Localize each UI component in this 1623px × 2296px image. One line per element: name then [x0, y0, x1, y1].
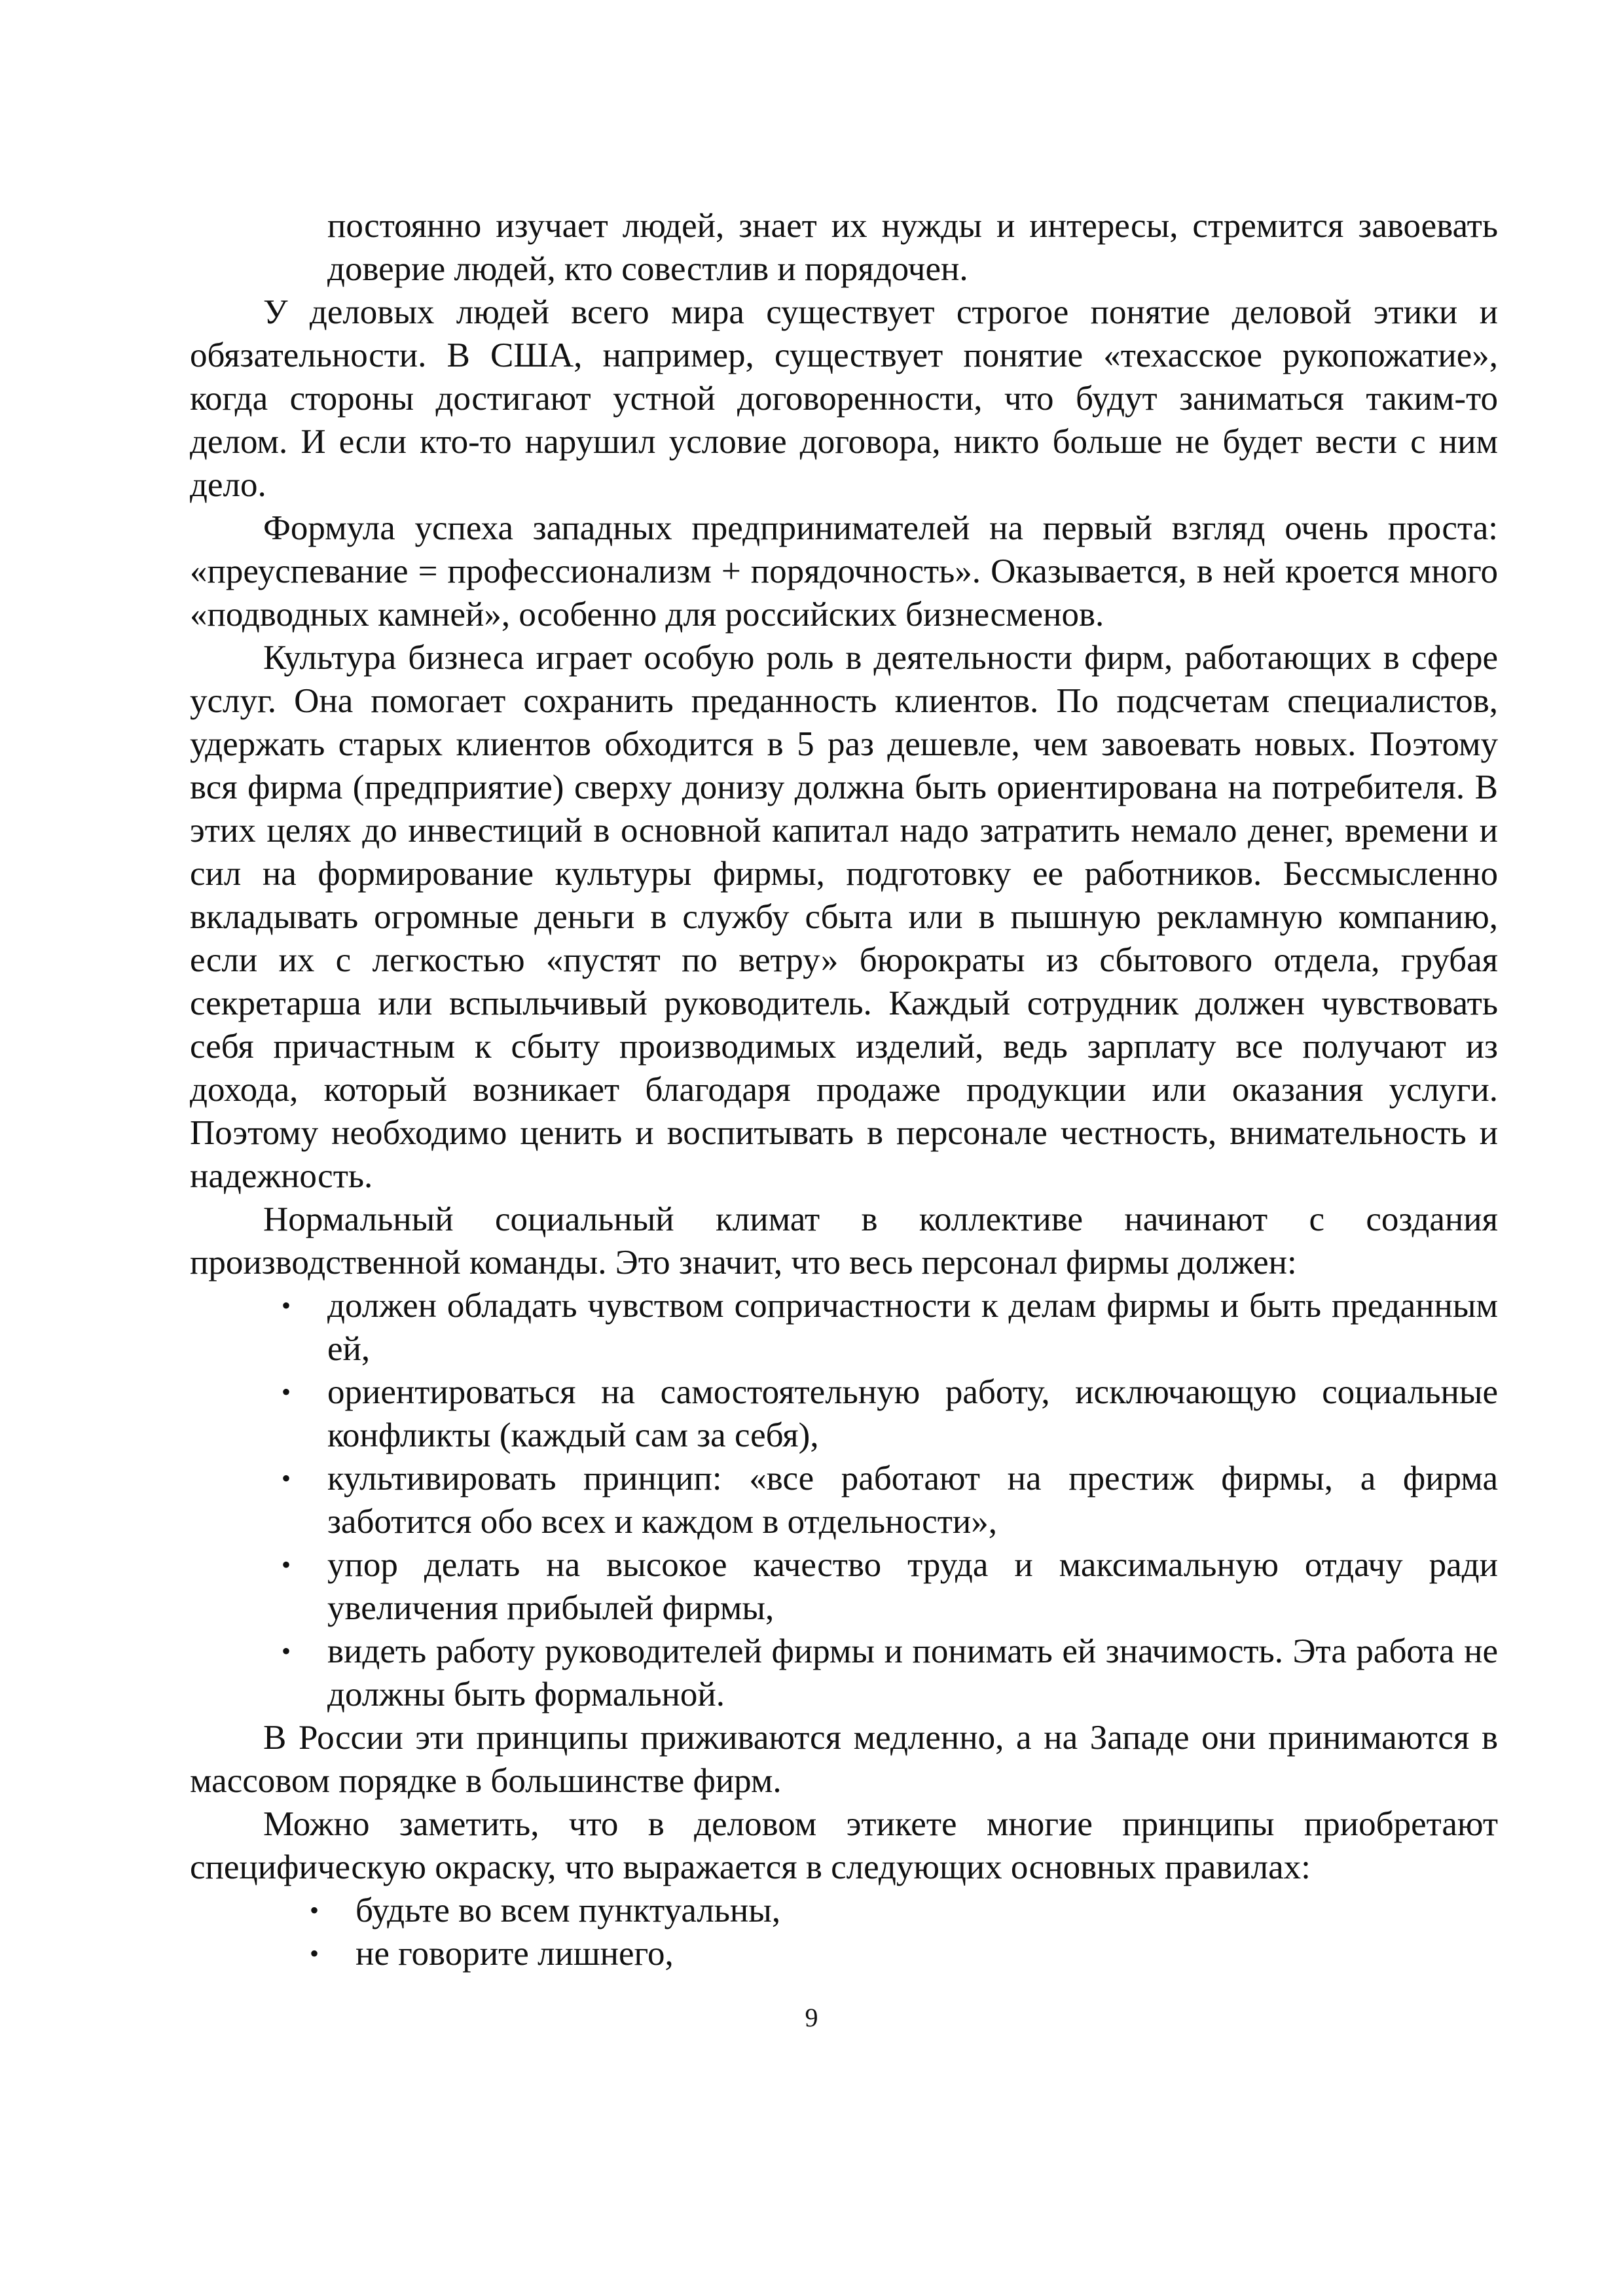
list-item: [190, 1284, 1498, 1371]
list-item-text: культивировать принцип: «все работают на престиж фирмы, а фирма заботится обо всех и каждом в отдельности»,: [327, 1460, 1498, 1541]
paragraph-etiquette-rules: Можно заметить, что в деловом этикете многие принципы приобретают специфическую окраску, что выражается в следующих основных правилах:: [190, 1805, 1498, 1886]
list-item: [190, 1630, 1498, 1716]
paragraph-business-culture: Культура бизнеса играет особую роль в деятельности фирм, работающих в сфере услуг. Она помогает сохранить преданность клиентов. По подсчетам специалистов, удержать старых клиентов обходится в 5 раз дешевле, чем завоевать новых. Поэтому вся фирма (предприятие) сверху донизу должна быть ориентирована на потребителя. В этих целях до инвестиций в основной капитал надо затратить немало денег, времени и сил на формирование культуры фирмы, подготовку ее работников. Бессмысленно вкладывать огромные деньги в службу сбыта или в пышную рекламную компанию, если их с легкостью «пустят по ветру» бюрократы из сбытового отдела, грубая секретарша или вспыльчивый руководитель. Каждый сотрудник должен чувствовать себя причастным к сбыту производимых изделий, ведь зарплату все получают из дохода, который возникает благодаря продаже продукции или оказания услуги. Поэтому необходимо ценить и воспитывать в персонале честность, внимательность и надежность.: [190, 639, 1498, 1195]
carryover-list-text: постоянно изучает людей, знает их нужды и интересы, стремится завоевать доверие людей, кто совестлив и порядочен.: [327, 207, 1498, 288]
bullet-icon: •: [282, 1463, 291, 1493]
list-item-text: ориентироваться на самостоятельную работу, исключающую социальные конфликты (каждый сам за себя),: [327, 1373, 1498, 1454]
list-item: [190, 1543, 1498, 1630]
bullet-icon: •: [282, 1291, 291, 1320]
paragraph-social-climate: Нормальный социальный климат в коллективе начинают с создания производственной команды. Это значит, что весь персонал фирмы должен:: [190, 1200, 1498, 1282]
list-item-text: не говорите лишнего,: [356, 1935, 674, 1973]
list-item-text: будьте во всем пунктуальны,: [356, 1892, 781, 1929]
etiquette-rules-list: [190, 1889, 1498, 1975]
bullet-icon: •: [282, 1550, 291, 1579]
page-number: 9: [805, 2003, 818, 2032]
body-text: [190, 204, 1498, 1975]
list-item: [190, 1371, 1498, 1457]
bullet-icon: •: [282, 1636, 291, 1666]
bullet-icon: •: [310, 1939, 319, 1968]
list-item: [190, 1889, 1498, 1932]
list-item-text: видеть работу руководителей фирмы и понимать ей значимость. Эта работа не должны быть формальной.: [327, 1632, 1498, 1713]
team-requirements-list: [190, 1284, 1498, 1716]
bullet-icon: •: [310, 1895, 319, 1925]
paragraph-business-ethics: У деловых людей всего мира существует строгое понятие деловой этики и обязательности. В США, например, существует понятие «техасское рукопожатие», когда стороны достигают устной договоренности, что будут заниматься таким-то делом. И если кто-то нарушил условие договора, никто больше не будет вести с ним дело.: [190, 293, 1498, 504]
paragraph-russia-west: В России эти принципы приживаются медленно, а на Западе они принимаются в массовом порядке в большинстве фирм.: [190, 1719, 1498, 1800]
paragraph-success-formula: Формула успеха западных предпринимателей на первый взгляд очень проста: «преуспевание = профессионализм + порядочность». Оказывается, в ней кроется много «подводных камней», особенно для российских бизнесменов.: [190, 509, 1498, 634]
list-item: [190, 1457, 1498, 1543]
bullet-icon: •: [282, 1377, 291, 1407]
list-item-text: должен обладать чувством сопричастности к делам фирмы и быть преданным ей,: [327, 1287, 1498, 1368]
list-item-text: упор делать на высокое качество труда и максимальную отдачу ради увеличения прибылей фирмы,: [327, 1546, 1498, 1627]
list-item: [190, 1932, 1498, 1975]
